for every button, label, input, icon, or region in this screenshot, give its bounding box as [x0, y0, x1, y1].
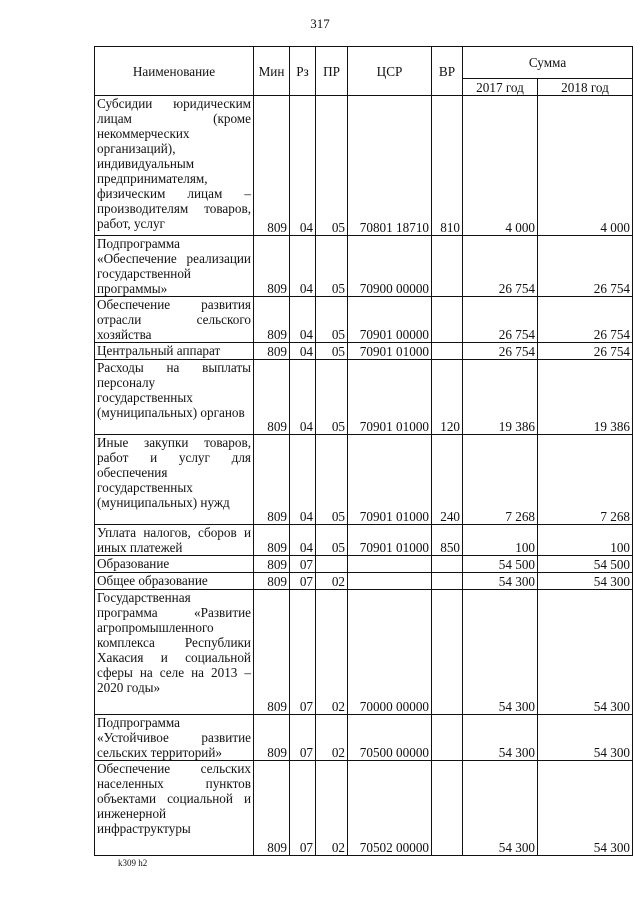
row-min: 809	[254, 590, 290, 715]
table-body	[95, 96, 633, 856]
row-sum-2017: 54 300	[463, 573, 538, 590]
row-sum-2017: 54 500	[463, 556, 538, 573]
table-row	[95, 590, 633, 715]
row-pr: 02	[316, 715, 348, 761]
row-min: 809	[254, 573, 290, 590]
row-sum-2017: 26 754	[463, 343, 538, 360]
table-row	[95, 556, 633, 573]
row-csr: 70900 00000	[348, 236, 432, 297]
row-rz: 07	[290, 590, 316, 715]
row-rz: 04	[290, 236, 316, 297]
row-vr	[432, 343, 463, 360]
row-sum-2018: 54 300	[538, 715, 633, 761]
row-pr: 02	[316, 590, 348, 715]
row-sum-2018: 26 754	[538, 343, 633, 360]
row-vr: 850	[432, 525, 463, 556]
row-csr: 70901 01000	[348, 435, 432, 525]
row-sum-2018: 26 754	[538, 236, 633, 297]
row-sum-2017: 54 300	[463, 590, 538, 715]
row-vr: 240	[432, 435, 463, 525]
row-vr	[432, 297, 463, 343]
row-sum-2018: 100	[538, 525, 633, 556]
header-2017: 2017 год	[463, 79, 538, 96]
header-rz: Рз	[290, 47, 316, 96]
row-sum-2017: 54 300	[463, 761, 538, 856]
row-vr: 120	[432, 360, 463, 435]
header-pr: ПР	[316, 47, 348, 96]
row-sum-2018: 4 000	[538, 96, 633, 236]
row-vr: 810	[432, 96, 463, 236]
row-min: 809	[254, 343, 290, 360]
row-name: Субсидии юридическим лицам (кроме некоммерческих организаций), индивидуальным предпринимателям, физическим лицам – производителям товаров, работ, услуг	[95, 96, 254, 236]
row-csr: 70801 18710	[348, 96, 432, 236]
row-name: Обеспечение развития отрасли сельского хозяйства	[95, 297, 254, 343]
row-min: 809	[254, 236, 290, 297]
row-pr: 02	[316, 761, 348, 856]
row-csr: 70901 00000	[348, 297, 432, 343]
table-row	[95, 761, 633, 856]
header-sum: Сумма	[463, 47, 633, 79]
row-csr	[348, 573, 432, 590]
row-rz: 04	[290, 360, 316, 435]
row-vr	[432, 573, 463, 590]
row-min: 809	[254, 297, 290, 343]
row-sum-2017: 26 754	[463, 236, 538, 297]
row-name: Обеспечение сельских населенных пунктов объектами социальной и инженерной инфраструктуры	[95, 761, 254, 856]
row-pr: 05	[316, 297, 348, 343]
row-pr: 02	[316, 573, 348, 590]
row-pr	[316, 556, 348, 573]
page-number: 317	[310, 16, 330, 31]
footer-code: k309 h2	[118, 858, 148, 868]
row-min: 809	[254, 96, 290, 236]
row-pr: 05	[316, 96, 348, 236]
row-sum-2017: 54 300	[463, 715, 538, 761]
header-csr: ЦСР	[348, 47, 432, 96]
row-vr	[432, 556, 463, 573]
table-row	[95, 236, 633, 297]
row-name: Иные закупки товаров, работ и услуг для обеспечения государственных (муниципальных) нужд	[95, 435, 254, 525]
row-csr: 70500 00000	[348, 715, 432, 761]
row-pr: 05	[316, 343, 348, 360]
row-name: Образование	[95, 556, 254, 573]
row-rz: 04	[290, 343, 316, 360]
row-rz: 04	[290, 96, 316, 236]
table-row	[95, 96, 633, 236]
row-sum-2018: 54 500	[538, 556, 633, 573]
table-row	[95, 715, 633, 761]
row-sum-2018: 54 300	[538, 590, 633, 715]
header-2018: 2018 год	[538, 79, 633, 96]
header-vr: ВР	[432, 47, 463, 96]
row-pr: 05	[316, 525, 348, 556]
row-rz: 07	[290, 761, 316, 856]
row-min: 809	[254, 715, 290, 761]
table-row	[95, 435, 633, 525]
row-sum-2017: 19 386	[463, 360, 538, 435]
budget-table	[94, 46, 633, 856]
table-row	[95, 343, 633, 360]
row-pr: 05	[316, 236, 348, 297]
row-sum-2018: 54 300	[538, 573, 633, 590]
row-name: Уплата налогов, сборов и иных платежей	[95, 525, 254, 556]
row-rz: 07	[290, 715, 316, 761]
row-name: Государственная программа «Развитие агропромышленного комплекса Республики Хакасия и социальной сферы на селе на 2013 – 2020 годы»	[95, 590, 254, 715]
row-csr	[348, 556, 432, 573]
row-vr	[432, 236, 463, 297]
row-rz: 07	[290, 556, 316, 573]
table-row	[95, 297, 633, 343]
row-csr: 70000 00000	[348, 590, 432, 715]
table-row	[95, 360, 633, 435]
row-csr: 70502 00000	[348, 761, 432, 856]
row-rz: 07	[290, 573, 316, 590]
row-vr	[432, 715, 463, 761]
row-min: 809	[254, 360, 290, 435]
row-name: Расходы на выплаты персоналу государственных (муниципальных) органов	[95, 360, 254, 435]
row-min: 809	[254, 556, 290, 573]
row-rz: 04	[290, 435, 316, 525]
row-min: 809	[254, 761, 290, 856]
row-rz: 04	[290, 297, 316, 343]
row-sum-2017: 100	[463, 525, 538, 556]
row-name: Центральный аппарат	[95, 343, 254, 360]
header-name: Наименование	[95, 47, 254, 96]
row-vr	[432, 590, 463, 715]
row-vr	[432, 761, 463, 856]
table-row	[95, 525, 633, 556]
row-pr: 05	[316, 360, 348, 435]
row-sum-2018: 54 300	[538, 761, 633, 856]
row-sum-2017: 4 000	[463, 96, 538, 236]
row-name: Общее образование	[95, 573, 254, 590]
row-csr: 70901 01000	[348, 360, 432, 435]
row-pr: 05	[316, 435, 348, 525]
row-min: 809	[254, 435, 290, 525]
row-name: Подпрограмма «Устойчивое развитие сельских территорий»	[95, 715, 254, 761]
row-rz: 04	[290, 525, 316, 556]
table-row	[95, 573, 633, 590]
row-sum-2018: 7 268	[538, 435, 633, 525]
row-min: 809	[254, 525, 290, 556]
row-csr: 70901 01000	[348, 343, 432, 360]
row-sum-2017: 26 754	[463, 297, 538, 343]
row-sum-2018: 19 386	[538, 360, 633, 435]
row-csr: 70901 01000	[348, 525, 432, 556]
row-sum-2017: 7 268	[463, 435, 538, 525]
row-name: Подпрограмма «Обеспечение реализации государственной программы»	[95, 236, 254, 297]
row-sum-2018: 26 754	[538, 297, 633, 343]
header-min: Мин	[254, 47, 290, 96]
